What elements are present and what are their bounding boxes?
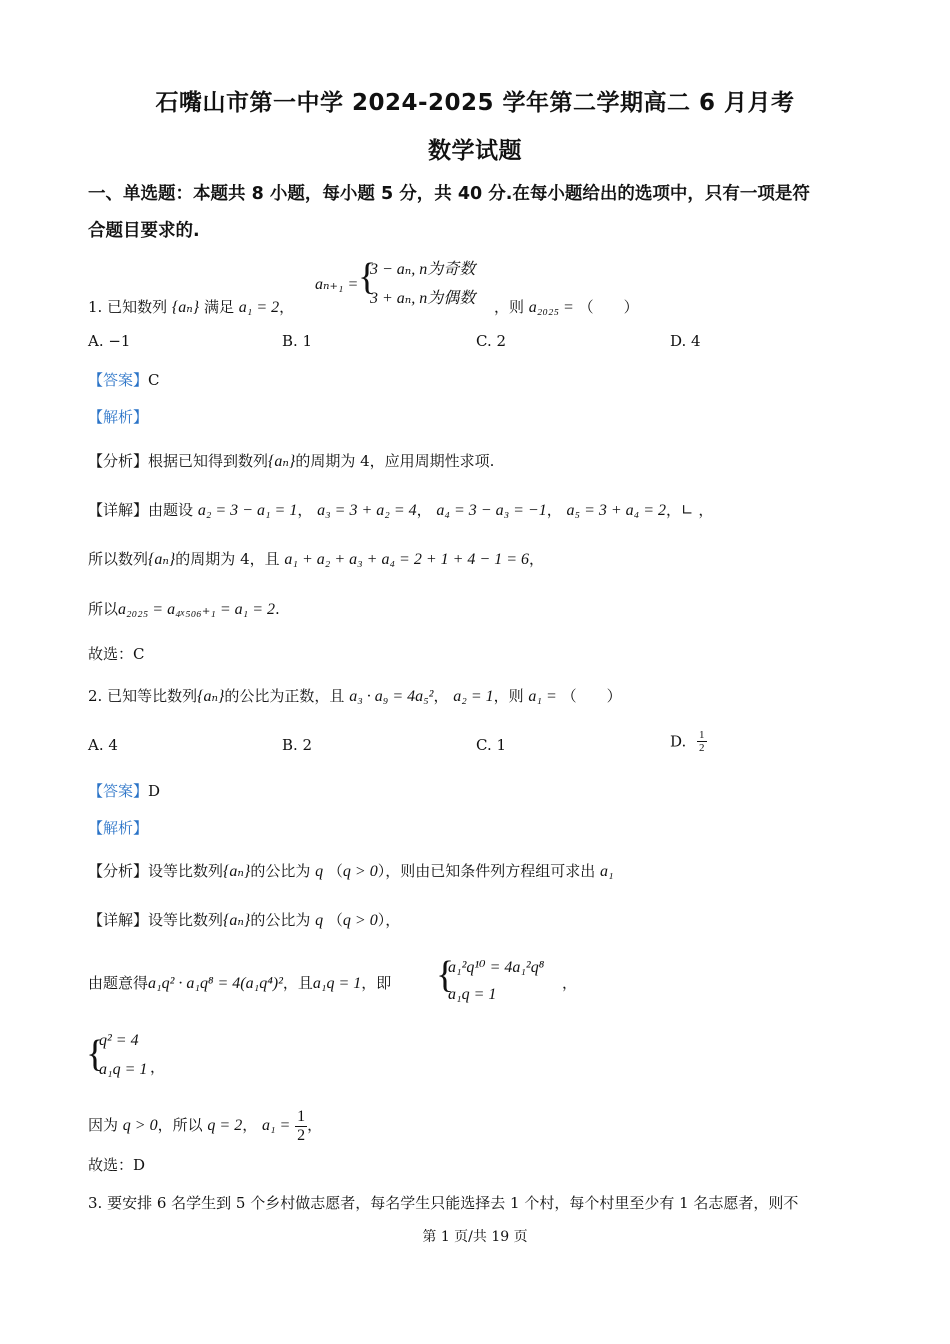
q1-stem bbox=[88, 296, 294, 317]
q2-l3-case2: a₁q = 1 bbox=[99, 1061, 148, 1078]
q2-option-d bbox=[670, 729, 707, 754]
q1-fenxi-tag: 【分析】 bbox=[88, 452, 149, 470]
q2-l2-c: ，即 bbox=[361, 974, 392, 992]
q2-m2: a₂ = 1 bbox=[453, 688, 494, 705]
q1-xj-a: 由题设 bbox=[148, 501, 194, 519]
q1-xj-m4: a₅ = 3 + a₄ = 2 bbox=[566, 502, 667, 519]
q2-answer bbox=[88, 780, 160, 801]
q2-analysis-tag: 【解析】 bbox=[88, 819, 149, 837]
q2-fenxi-a: 设等比数列 bbox=[148, 862, 224, 880]
q1-xj-m2: a₃ = 3 + a₂ = 4 bbox=[317, 502, 417, 519]
q1-ask-expr: a₂₀₂₅ = bbox=[528, 299, 574, 316]
q1-paren: （ ） bbox=[578, 298, 639, 316]
q1-cond: a₁ = 2 bbox=[238, 299, 280, 316]
q2-fenxi-b: 的公比为 bbox=[250, 862, 311, 880]
q2-l4-c: ， bbox=[242, 1116, 258, 1135]
q1-line2-b: 的周期为 4，且 bbox=[175, 550, 280, 568]
q2-option-a: A. 4 bbox=[88, 736, 118, 754]
q2-sep: ， bbox=[433, 687, 449, 705]
q1-text-c: ，则 bbox=[494, 298, 525, 316]
q2-fenxi-e: a₁ bbox=[600, 863, 614, 880]
q2-l2-m2: a₁q = 1 bbox=[312, 975, 362, 992]
q2-xj-a: 设等比数列 bbox=[148, 911, 224, 929]
q2-text-c: ，则 bbox=[493, 687, 524, 705]
q1-choose: 故选：C bbox=[88, 645, 145, 663]
q2-l3-end: ， bbox=[150, 1058, 166, 1076]
q2-line2 bbox=[88, 972, 391, 993]
q2-fenxi-c: （ bbox=[327, 862, 343, 880]
q2-l2-end: ， bbox=[562, 974, 578, 992]
q2-xiangjie-tag: 【详解】 bbox=[88, 911, 149, 929]
q1-line2 bbox=[88, 548, 544, 569]
q2-fenxi-seq: {aₙ} bbox=[223, 863, 251, 880]
q2-l2-case2: a₁q = 1 bbox=[448, 986, 497, 1003]
q2-fenxi bbox=[88, 860, 614, 881]
page-footer: 第 1 页/共 19 页 bbox=[422, 1229, 528, 1245]
q1-analysis-tag: 【解析】 bbox=[88, 408, 149, 426]
q2-xiangjie bbox=[88, 909, 400, 930]
q1-line3 bbox=[88, 598, 280, 619]
q1-fenxi-seq: {aₙ} bbox=[268, 453, 296, 470]
q1-text-b: 满足 bbox=[203, 298, 234, 316]
q2-seq: {aₙ} bbox=[197, 688, 225, 705]
q1-answer-value: C bbox=[148, 371, 160, 389]
q2-l3-brace: { bbox=[86, 1033, 105, 1075]
q2-l4-a: 因为 bbox=[88, 1116, 119, 1135]
q1-line2-seq: {aₙ} bbox=[148, 551, 176, 568]
q2-l4-frac bbox=[295, 1108, 307, 1144]
q2-l4-m2: q = 2 bbox=[207, 1117, 243, 1135]
q1-xj-m1: a₂ = 3 − a₁ = 1 bbox=[197, 502, 298, 519]
q2-text-a: 已知等比数列 bbox=[107, 687, 198, 705]
q1-line2-c: ， bbox=[529, 550, 545, 568]
page-subtitle: 数学试题 bbox=[428, 138, 522, 164]
q1-recurrence-lhs: aₙ₊₁ = bbox=[315, 276, 359, 293]
q2-l2-m: a₁q² · a₁q⁸ = 4(a₁q⁴)² bbox=[148, 975, 283, 992]
q1-answer-tag: 【答案】 bbox=[88, 371, 149, 389]
q1-answer bbox=[88, 369, 160, 390]
q1-number: 1. bbox=[88, 298, 103, 316]
q1-line3-m: a₂₀₂₅ = a₄ₓ₅₀₆₊₁ = a₁ = 2 bbox=[118, 601, 276, 618]
q2-paren: （ ） bbox=[561, 687, 622, 705]
q2-l4-b: ，所以 bbox=[157, 1116, 203, 1135]
q2-number: 2. bbox=[88, 687, 103, 705]
q2-xj-c: （ bbox=[327, 911, 343, 929]
q1-line3-b: . bbox=[275, 600, 280, 618]
q1-xj-m3: a₄ = 3 − a₃ = −1 bbox=[436, 502, 547, 519]
q2-option-d-label: D. bbox=[670, 732, 687, 751]
q1-case1: 3 − aₙ, n为奇数 bbox=[370, 261, 476, 278]
q1-line2-m: a₁ + a₂ + a₃ + a₄ = 2 + 1 + 4 − 1 = 6 bbox=[284, 551, 530, 568]
q1-option-a: A. −1 bbox=[88, 332, 131, 350]
q2-xj-cond: q > 0 bbox=[342, 912, 378, 929]
q2-l2-case1: a₁²q¹⁰ = 4a₁²q⁸ bbox=[448, 959, 545, 976]
q2-option-d-den: 2 bbox=[699, 742, 705, 755]
q2-option-b: B. 2 bbox=[282, 736, 313, 754]
q2-xj-d: ）， bbox=[377, 911, 401, 929]
q2-l3-case1: q² = 4 bbox=[99, 1032, 139, 1049]
q3-stem: 3. 要安排 6 名学生到 5 个乡村做志愿者，每名学生只能选择去 1 个村，每个村里至少有 1 名志愿者，则不 bbox=[88, 1194, 799, 1212]
q1-comma: ， bbox=[279, 298, 295, 316]
q2-fenxi-tag: 【分析】 bbox=[88, 862, 149, 880]
q1-option-b: B. 1 bbox=[282, 332, 313, 350]
q2-l2-brace: { bbox=[436, 954, 455, 996]
q1-seq: {aₙ} bbox=[171, 299, 200, 316]
q1-line3-a: 所以 bbox=[88, 600, 119, 618]
q2-l4-den: 2 bbox=[297, 1126, 306, 1144]
q1-xiangjie: 【详解】由题设 a₂ = 3 − a₁ = 1， a₃ = 3 + a₂ = 4， a₄ = 3 − a₃ = −1， a₅ = 3 + a₄ = 2，∟ ， bbox=[88, 501, 714, 519]
q1-xiangjie-tag: 【详解】 bbox=[88, 501, 149, 519]
q2-fenxi-q: q bbox=[315, 863, 324, 880]
q2-m1: a₃ · a₉ = 4a₅² bbox=[349, 688, 434, 705]
q2-fenxi-d: ），则由已知条件列方程组可求出 bbox=[377, 862, 596, 880]
q1-line2-a: 所以数列 bbox=[88, 550, 149, 568]
q2-line4 bbox=[88, 1108, 322, 1144]
q2-l4-m3: a₁ = bbox=[261, 1117, 291, 1135]
q2-xj-q: q bbox=[315, 912, 324, 929]
q2-option-d-frac bbox=[697, 729, 707, 754]
q2-l2-a: 由题意得 bbox=[88, 974, 149, 992]
q1-xj-dots: ，∟ ， bbox=[666, 501, 714, 519]
q1-case2: 3 + aₙ, n为偶数 bbox=[370, 290, 476, 307]
q1-option-c: C. 2 bbox=[476, 332, 507, 350]
q1-ask bbox=[494, 296, 639, 317]
page-title: 石嘴山市第一中学 2024-2025 学年第二学期高二 6 月月考 bbox=[155, 90, 795, 116]
q2-stem bbox=[88, 685, 622, 706]
q2-l2-b: ，且 bbox=[282, 974, 313, 992]
q1-text-a: 已知数列 bbox=[107, 298, 168, 316]
q1-fenxi-b: 的周期为 4，应用周期性求项. bbox=[295, 452, 495, 470]
q2-l4-m1: q > 0 bbox=[122, 1117, 158, 1135]
section-heading-line2: 合题目要求的. bbox=[88, 221, 200, 241]
q1-fenxi bbox=[88, 450, 494, 471]
q2-xj-seq: {aₙ} bbox=[223, 912, 251, 929]
q2-choose: 故选：D bbox=[88, 1156, 146, 1174]
q2-l4-d: ， bbox=[307, 1116, 323, 1135]
q2-answer-value: D bbox=[148, 782, 161, 800]
section-heading-line1: 一、单选题：本题共 8 小题，每小题 5 分，共 40 分.在每小题给出的选项中，只有一项是符 bbox=[88, 184, 810, 204]
q2-fenxi-cond: q > 0 bbox=[342, 863, 378, 880]
q2-option-d-num: 1 bbox=[699, 729, 705, 741]
q1-option-d: D. 4 bbox=[670, 332, 701, 350]
q1-fenxi-a: 根据已知得到数列 bbox=[148, 452, 269, 470]
q2-l4-num: 1 bbox=[297, 1108, 306, 1125]
q2-text-b: 的公比为正数，且 bbox=[224, 687, 345, 705]
q2-ask: a₁ = bbox=[528, 688, 557, 705]
q1-brace: { bbox=[358, 256, 377, 298]
q2-option-c: C. 1 bbox=[476, 736, 507, 754]
q2-answer-tag: 【答案】 bbox=[88, 782, 149, 800]
q2-xj-b: 的公比为 bbox=[250, 911, 311, 929]
